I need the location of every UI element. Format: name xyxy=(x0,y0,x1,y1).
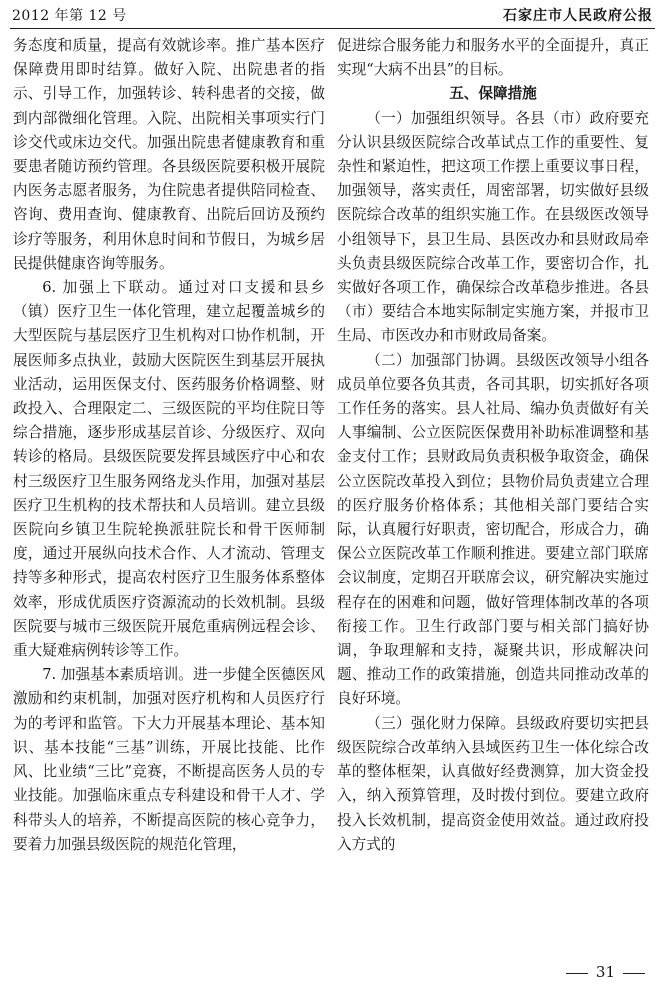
measure-2-text: 县级医改领导小组各成员单位要各负其责，各司其职，切实抓好各项工作任务的落实。县人社局、编办负责做好有关人事编制、公立医院医保费用补助标准调整和基金支付工作；县财政局负责积极争取资金，确保公立医院改革投入到位；县物价局负责建立合理的医疗服务价格体系；其他相关部门要结合实际，认真履行好职责，密切配合，形成合力，确保公立医院改革工作顺利推进。要建立部门联席会议制度，定期召开联席会议，研究解决实施过程存在的困难和问题，做好管理体制改革的各项衔接工作。卫生行政部门要与相关部门搞好协调，争取理解和支持，凝聚共识，形成解决问题、推动工作的政策措施，创造共同推动改革的良好环境。 xyxy=(337,351,649,708)
measure-1-text: 各县（市）政府要充分认识县级医院综合改革试点工作的重要性、复杂性和紧迫性，把这项工作摆上重要议事日程，加强领导，落实责任，周密部署，切实做好县级医院综合改革的组织实施工作。在县级医改领导小组领导下，县卫生局、县医改办和县财政局牵头负责县级医院综合改革工作，要密切合作，扎实做好各项工作，确保综合改革稳步推进。各县（市）要结合本地实际制定实施方案，并报市卫生局、市医改办和市财政局备案。 xyxy=(337,109,649,345)
subheading-2: （二）加强部门协调。 xyxy=(366,351,516,369)
paragraph-measure-3 xyxy=(337,712,649,857)
measure-3-text: 县级政府要切实把县级医院综合改革纳入县域医药卫生一体化综合改革的整体框架，认真做好经费测算，加大资金投入，纳入预算管理，及时拨付到位。要建立政府投入长效机制，提高资金使用效益。通过政府投入方式的 xyxy=(337,714,649,853)
header-divider xyxy=(10,28,655,29)
subheading-3: （三）强化财力保障。 xyxy=(366,714,516,732)
paragraph-item-7: 7. 加强基本素质培训。进一步健全医德医风激励和约束机制，加强对医疗机构和人员医疗行为的考评和监管。下大力开展基本理论、基本知识、基本技能“三基”训练，开展比技能、比作风、比业绩“三比”竞赛，不断提高医务人员的专业技能。加强临床重点专科建设和骨干人才、学科带头人的培养，不断提高医院的核心竞争力，要着力加强县级医院的规范化管理， xyxy=(13,666,325,853)
footer-dash-left xyxy=(566,973,588,974)
paragraph-item-6: 6. 加强上下联动。通过对口支援和县乡（镇）医疗卫生一体化管理，建立起覆盖城乡的大型医院与基层医疗卫生机构对口协作机制，开展医师多点执业，鼓励大医院医生到基层开展执业活动，运用医保支付、医药服务价格调整、财政投入、合理限定二、三级医院的平均住院日等综合措施，逐步形成基层首诊、分级医疗、双向转诊的格局。县级医院要发挥县域医疗中心和农村三级医疗卫生服务网络龙头作用，加强对基层医疗卫生机构的技术帮扶和人员培训。建立县级医院向乡镇卫生院轮换派驻院长和骨干医师制度，通过开展纵向技术合作、人才流动、管理支持等多种形式，提高农村医疗卫生服务体系整体效率，形成优质医疗资源流动的长效机制。县级医院要与城市三级医院开展危重病例远程会诊、重大疑难病例转诊等工作。 xyxy=(13,279,325,660)
paragraph-continued-right: 促进综合服务能力和服务水平的全面提升，真正实现“大病不出县”的目标。 xyxy=(337,37,649,79)
page-footer xyxy=(558,960,653,984)
subheading-1: （一）加强组织领导。 xyxy=(366,109,516,127)
footer-dash-right xyxy=(623,973,645,974)
paragraph-measure-2 xyxy=(337,349,649,712)
right-column xyxy=(337,34,649,857)
publication-title: 石家庄市人民政府公报 xyxy=(503,8,653,24)
page-number: 31 xyxy=(595,963,615,981)
left-column xyxy=(13,34,325,857)
paragraph-measure-1 xyxy=(337,107,649,349)
page-header xyxy=(12,6,653,26)
section-heading: 五、保障措施 xyxy=(449,85,537,103)
issue-label: 2012 年第 12 号 xyxy=(12,8,127,24)
paragraph-continued: 务态度和质量，提高有效就诊率。推广基本医疗保障费用即时结算。做好入院、出院患者的指示、引导工作，加强转诊、转科患者的交接，做到内部微细化管理。入院、出院相关事项实行门诊交代或床边交代。加强出院患者健康教育和重要患者随访预约管理。各县级医院要积极开展院内医务志愿者服务，为住院患者提供陪同检查、咨询、费用查询、健康教育、出院后回访及预约诊疗等服务，利用休息时间和节假日，为城乡居民提供健康咨询等服务。 xyxy=(13,37,325,272)
